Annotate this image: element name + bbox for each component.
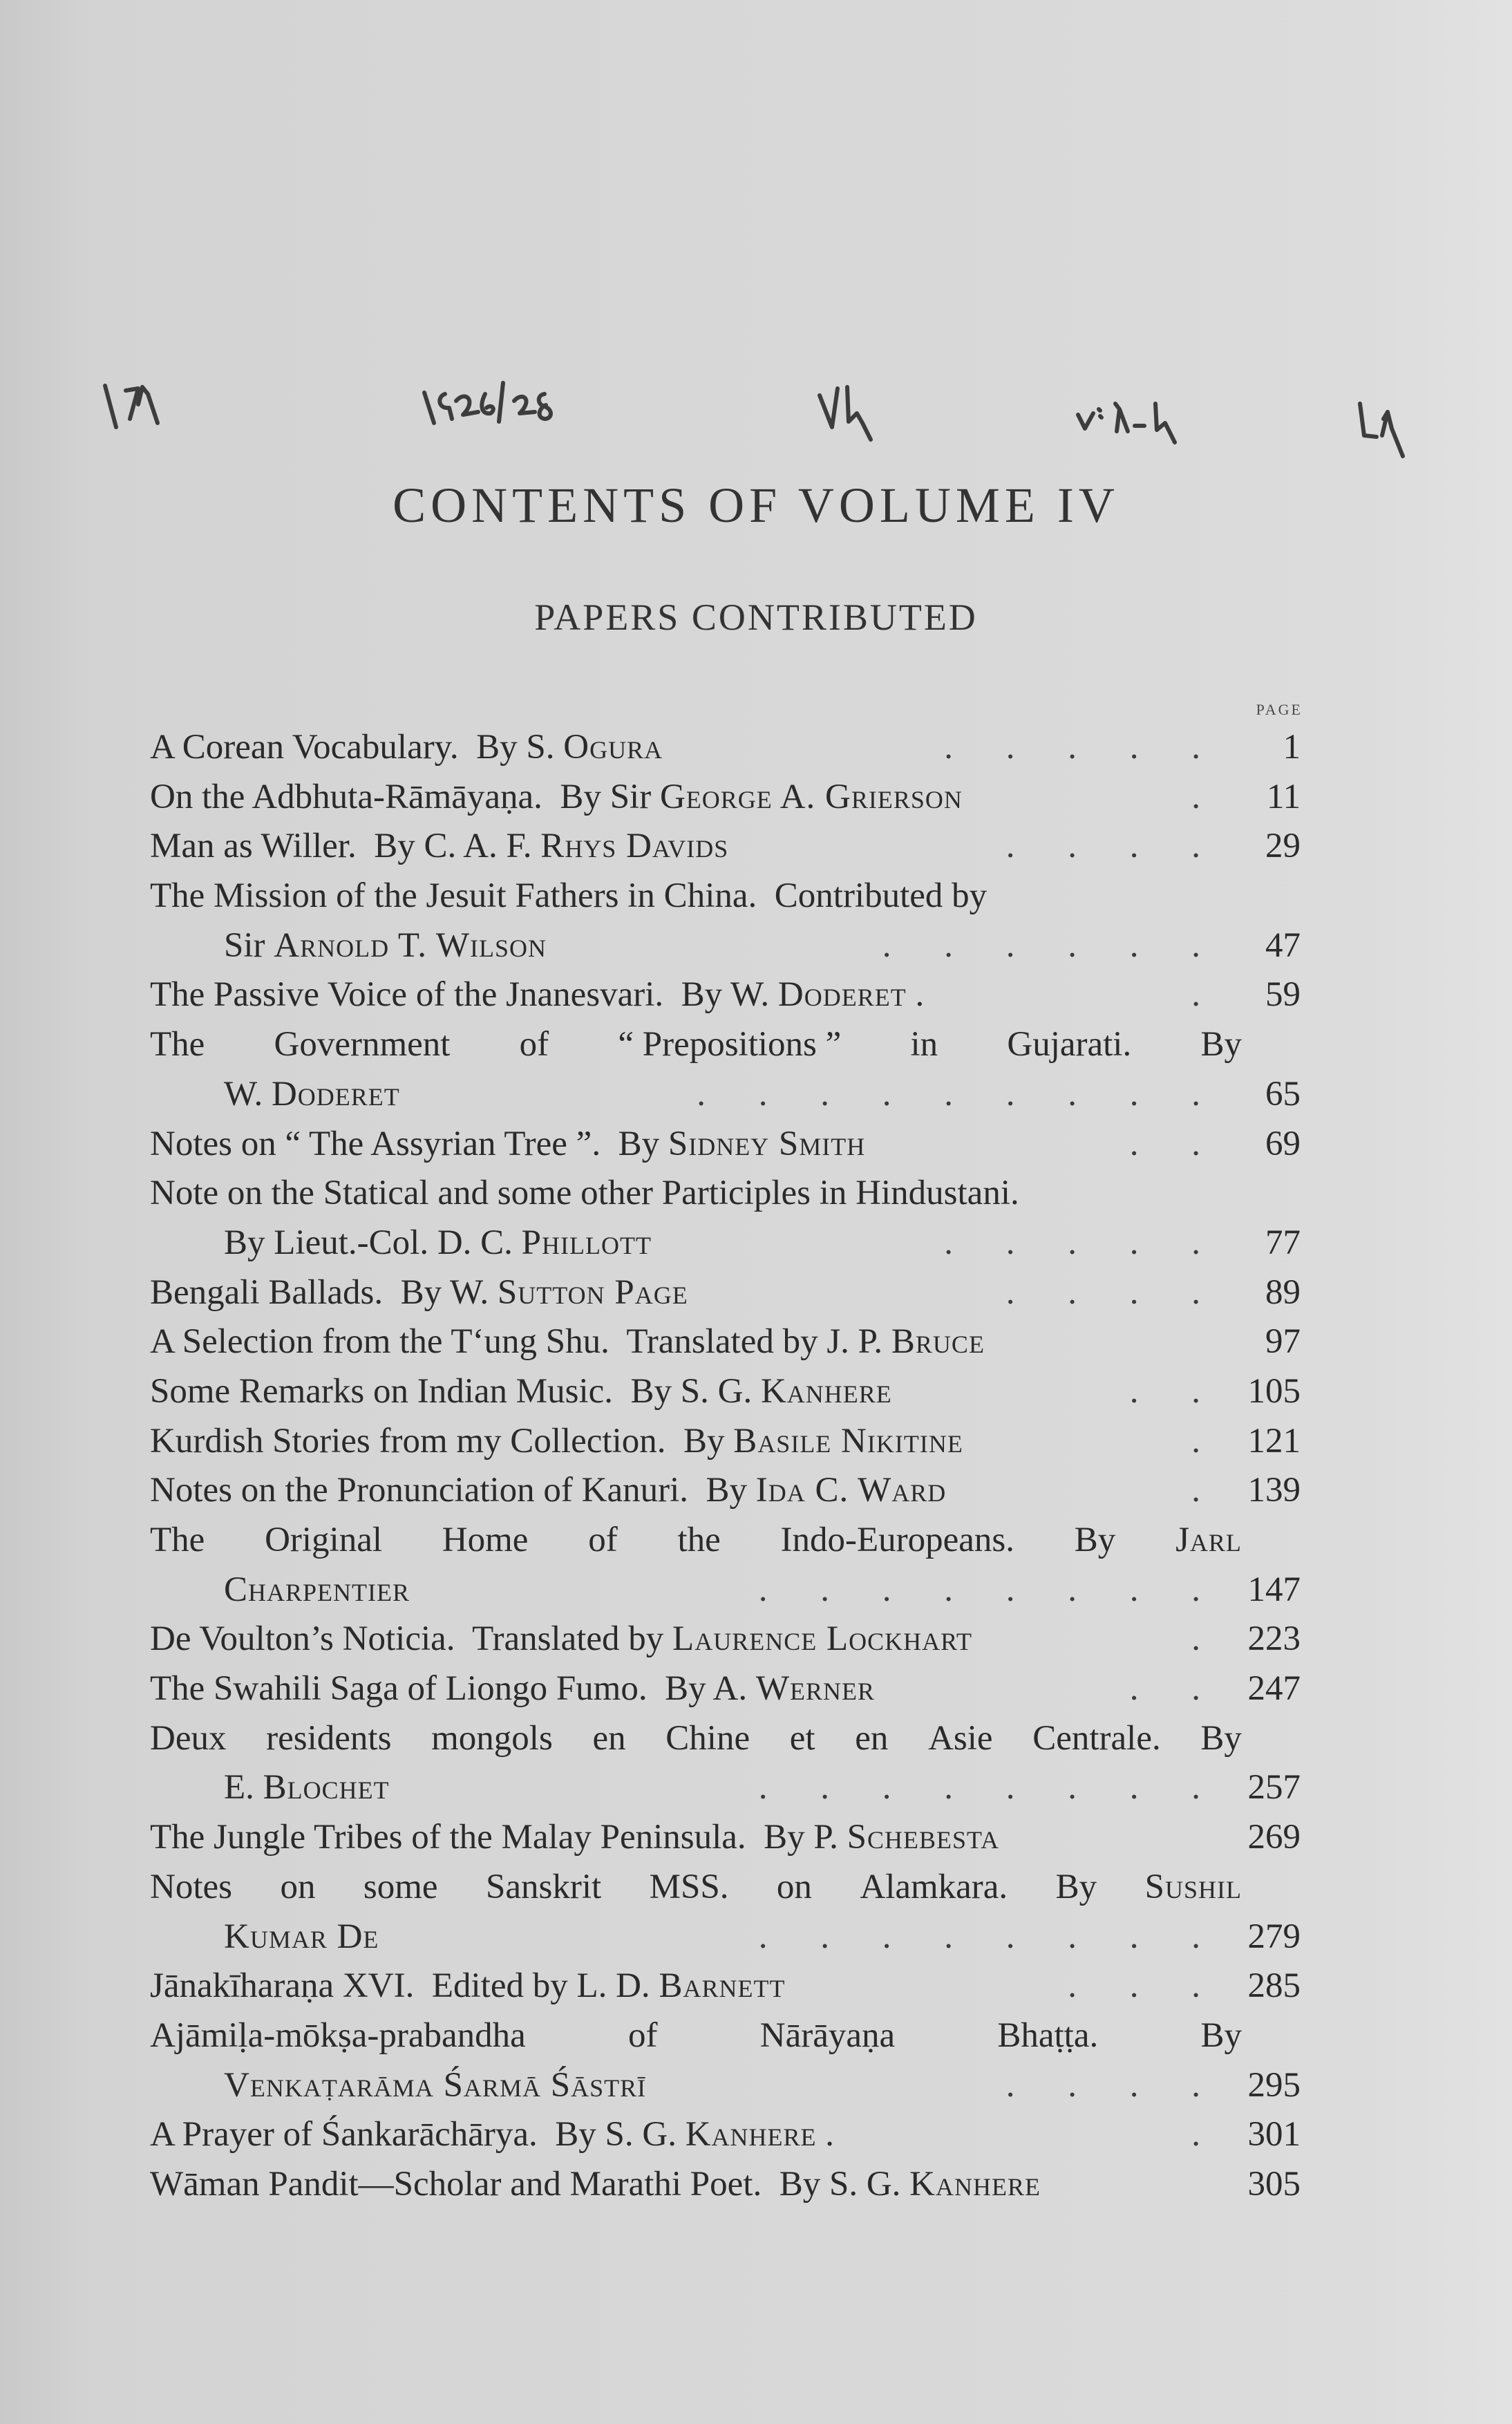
toc-entry-title-line bbox=[150, 1317, 1301, 1367]
entry-title bbox=[150, 1268, 688, 1318]
entry-author: Bruce bbox=[891, 1322, 985, 1362]
page-number: 11 bbox=[1266, 777, 1301, 816]
leader-dot: . bbox=[1129, 2065, 1139, 2105]
dot-leader bbox=[663, 723, 1238, 773]
entry-title-text: Man as Willer. By C. A. F. bbox=[150, 827, 541, 866]
entry-word: By bbox=[1055, 1867, 1097, 1906]
toc-entry bbox=[150, 1169, 1301, 1268]
leader-dot: . bbox=[1191, 2115, 1200, 2154]
entry-title bbox=[150, 1615, 972, 1664]
entry-title bbox=[150, 1317, 985, 1367]
dot-leader bbox=[728, 822, 1238, 872]
leader-dot: . bbox=[1191, 1371, 1200, 1411]
leader-dot: . bbox=[1191, 1966, 1200, 2006]
entry-word: Sushil bbox=[1144, 1867, 1242, 1906]
dot-leader bbox=[946, 1466, 1238, 1516]
entry-title-justified bbox=[150, 1516, 1301, 1566]
toc-entry-continuation-line bbox=[150, 1219, 1301, 1268]
dot-leader bbox=[972, 1615, 1238, 1664]
leader-dot: . bbox=[1191, 2065, 1200, 2105]
toc-entry bbox=[150, 1417, 1301, 1467]
entry-word: Ajāmiḷa-mōkṣa-prabandha bbox=[150, 2016, 526, 2055]
leader-dot: . bbox=[1191, 1768, 1200, 1807]
leader-dot: . bbox=[1129, 1124, 1139, 1163]
page-number: 285 bbox=[1247, 1966, 1301, 2006]
entry-trailing-dot: . bbox=[816, 2115, 835, 2154]
entry-title bbox=[224, 1566, 410, 1615]
entry-word: on bbox=[280, 1867, 316, 1906]
toc-entry-continuation-line bbox=[150, 921, 1301, 971]
dot-leader bbox=[652, 1219, 1238, 1268]
page-number: 47 bbox=[1265, 926, 1301, 965]
page-number: 77 bbox=[1265, 1223, 1301, 1262]
entry-word: Asie bbox=[928, 1718, 993, 1758]
toc-entry-title-line bbox=[150, 2160, 1301, 2210]
entry-author: George A. Grierson bbox=[659, 777, 963, 816]
entry-word: et bbox=[789, 1718, 815, 1758]
dot-leader bbox=[547, 921, 1238, 971]
toc-entry-title-line bbox=[150, 1466, 1301, 1516]
entry-title-text: The Mission of the Jesuit Fathers in China. Contributed by bbox=[150, 876, 987, 916]
entry-title-text: Note on the Statical and some other Participles in Hindustani. bbox=[150, 1174, 1019, 1213]
page-number: 29 bbox=[1265, 827, 1301, 866]
leader-dot: . bbox=[1005, 1223, 1015, 1262]
page-number: 89 bbox=[1265, 1272, 1301, 1312]
entry-title-text: By Lieut.-Col. D. C. bbox=[224, 1223, 522, 1262]
toc-entry-title-line bbox=[150, 1516, 1301, 1566]
entry-author: Phillott bbox=[521, 1223, 652, 1262]
leader-dot: . bbox=[1005, 1074, 1015, 1114]
leader-dot: . bbox=[1191, 1421, 1200, 1460]
entry-word: Home bbox=[442, 1521, 529, 1559]
leader-dot: . bbox=[1005, 2065, 1015, 2105]
entry-word: Government bbox=[274, 1025, 451, 1064]
leader-dot: . bbox=[1068, 827, 1077, 866]
leader-dot: . bbox=[758, 1570, 768, 1609]
leader-dot: . bbox=[1005, 1570, 1015, 1609]
entry-title bbox=[150, 773, 963, 823]
entry-word: Original bbox=[265, 1521, 383, 1559]
entry-word: Alamkara. bbox=[860, 1867, 1008, 1906]
leader-dot: . bbox=[1191, 1223, 1200, 1262]
entry-word: of bbox=[628, 2016, 658, 2055]
leader-dot: . bbox=[1068, 1768, 1077, 1807]
entry-author: Doderet bbox=[777, 975, 907, 1015]
dot-leader bbox=[892, 1367, 1238, 1417]
leader-dot: . bbox=[1129, 1966, 1139, 2006]
leader-dot: . bbox=[1191, 926, 1200, 965]
entry-word: on bbox=[776, 1867, 812, 1906]
entry-author: Arnold T. Wilson bbox=[274, 926, 547, 965]
entry-author: Blochet bbox=[263, 1768, 390, 1807]
dot-leader bbox=[963, 773, 1238, 823]
entry-author: Doderet bbox=[271, 1074, 400, 1114]
page-title: CONTENTS OF VOLUME IV bbox=[393, 478, 1119, 533]
entry-title-text: Notes on “ The Assyrian Tree ”. By bbox=[150, 1124, 668, 1163]
leader-dot: . bbox=[1005, 827, 1015, 866]
entry-title-text: E. bbox=[224, 1768, 263, 1807]
leader-dot: . bbox=[1068, 926, 1077, 965]
toc-entry-continuation-line bbox=[150, 2061, 1301, 2111]
entry-word: “ Prepositions ” bbox=[618, 1025, 842, 1064]
toc-entry-title-line bbox=[150, 1863, 1301, 1913]
leader-dot: . bbox=[1068, 2065, 1077, 2105]
dot-leader bbox=[924, 970, 1238, 1020]
toc-entry-continuation-line bbox=[150, 1763, 1301, 1813]
entry-title bbox=[150, 2160, 1041, 2210]
page-number: 105 bbox=[1247, 1371, 1301, 1411]
entry-title-text: The Swahili Saga of Liongo Fumo. By A. bbox=[150, 1669, 756, 1709]
leader-dot: . bbox=[1129, 1371, 1139, 1411]
toc-entry-title-line bbox=[150, 822, 1301, 872]
entry-author: Laurence Lockhart bbox=[672, 1619, 972, 1659]
toc-entry-title-line bbox=[150, 723, 1301, 773]
entry-word: The bbox=[150, 1025, 205, 1064]
handwritten-mark-3 bbox=[820, 387, 871, 440]
entry-word: of bbox=[519, 1025, 549, 1064]
toc-entry bbox=[150, 723, 1301, 773]
entry-title bbox=[150, 1367, 892, 1417]
toc-entry-title-line bbox=[150, 1714, 1301, 1764]
page-column-header: PAGE bbox=[1256, 701, 1303, 718]
entry-title-text: A Corean Vocabulary. By S. bbox=[150, 728, 564, 767]
page-number: 147 bbox=[1247, 1570, 1301, 1609]
entry-title-text: A Selection from the T‘ung Shu. Translated by J. P. bbox=[150, 1322, 891, 1362]
leader-dot: . bbox=[944, 1570, 953, 1609]
toc-entry-title-line bbox=[150, 1813, 1301, 1863]
entry-word: en bbox=[592, 1718, 626, 1758]
leader-dot: . bbox=[1005, 1917, 1015, 1956]
leader-dot: . bbox=[1191, 777, 1200, 816]
leader-dot: . bbox=[820, 1768, 829, 1807]
leader-dot: . bbox=[1191, 975, 1200, 1015]
leader-dot: . bbox=[820, 1074, 829, 1114]
page-number: 1 bbox=[1283, 728, 1301, 767]
leader-dot: . bbox=[882, 1768, 891, 1807]
entry-word: Jarl bbox=[1175, 1521, 1242, 1559]
entry-title bbox=[150, 1466, 946, 1516]
toc-entry-title-line bbox=[150, 1169, 1301, 1219]
entry-title bbox=[224, 1070, 400, 1120]
entry-title bbox=[150, 1417, 963, 1467]
entry-title-justified bbox=[150, 1020, 1301, 1070]
toc-entry bbox=[150, 1664, 1301, 1714]
toc-entry bbox=[150, 1813, 1301, 1863]
entry-title bbox=[224, 2061, 646, 2111]
leader-dot: . bbox=[1129, 1917, 1139, 1956]
entry-title bbox=[224, 1763, 390, 1813]
page-number: 97 bbox=[1265, 1322, 1301, 1362]
entry-title-text: Bengali Ballads. By W. bbox=[150, 1272, 498, 1312]
leader-dot: . bbox=[1068, 1074, 1077, 1114]
toc-entry-continuation-line bbox=[150, 1070, 1301, 1120]
entry-word: The bbox=[150, 1521, 205, 1559]
entry-title bbox=[150, 970, 924, 1020]
dot-leader bbox=[785, 1962, 1238, 2011]
leader-dot: . bbox=[1005, 1768, 1015, 1807]
entry-word: By bbox=[1200, 1718, 1242, 1758]
entry-author: Ogura bbox=[563, 728, 663, 767]
leader-dot: . bbox=[944, 1223, 953, 1262]
leader-dot: . bbox=[1191, 1917, 1200, 1956]
entry-word: By bbox=[1200, 2016, 1242, 2055]
toc-entry bbox=[150, 872, 1301, 970]
leader-dot: . bbox=[1191, 1619, 1200, 1659]
leader-dot: . bbox=[1191, 1471, 1200, 1510]
entry-word: Deux bbox=[150, 1718, 227, 1758]
entry-author: Rhys Davids bbox=[540, 827, 729, 866]
entry-author: Kanhere bbox=[909, 2164, 1041, 2204]
page-number: 257 bbox=[1247, 1768, 1301, 1807]
entry-title bbox=[150, 1664, 875, 1714]
dot-leader bbox=[410, 1566, 1238, 1615]
entry-title bbox=[150, 1813, 999, 1863]
entry-title-text: On the Adbhuta-Rāmāyaṇa. By Sir bbox=[150, 777, 660, 816]
dot-leader bbox=[400, 1070, 1238, 1120]
entry-author: Kumar De bbox=[224, 1917, 379, 1956]
toc-entry bbox=[150, 1863, 1301, 1962]
toc-entry bbox=[150, 970, 1301, 1020]
toc-entry-title-line bbox=[150, 1268, 1301, 1318]
entry-author: Sutton Page bbox=[497, 1272, 688, 1312]
leader-dot: . bbox=[1068, 1223, 1077, 1262]
entry-author: Werner bbox=[755, 1669, 876, 1709]
toc-entry bbox=[150, 1615, 1301, 1664]
page-number: 59 bbox=[1265, 975, 1301, 1015]
entry-word: some bbox=[363, 1867, 438, 1906]
entry-title bbox=[150, 2110, 834, 2160]
entry-title-text: Some Remarks on Indian Music. By S. G. bbox=[150, 1371, 761, 1411]
entry-title bbox=[150, 1962, 785, 2011]
toc-entry bbox=[150, 2160, 1301, 2210]
leader-dot: . bbox=[758, 1768, 768, 1807]
leader-dot: . bbox=[1129, 926, 1139, 965]
entry-word: Chine bbox=[665, 1718, 750, 1758]
leader-dot: . bbox=[1129, 1272, 1139, 1312]
page-number: 65 bbox=[1265, 1074, 1301, 1114]
leader-dot: . bbox=[1068, 1966, 1077, 2006]
entry-word: en bbox=[855, 1718, 889, 1758]
toc-entry bbox=[150, 1466, 1301, 1516]
entry-title bbox=[224, 921, 547, 971]
entry-word: Centrale. bbox=[1032, 1718, 1161, 1758]
entry-title bbox=[150, 723, 663, 773]
toc-entry-title-line bbox=[150, 1664, 1301, 1714]
leader-dot: . bbox=[1129, 1074, 1139, 1114]
entry-title-text: Sir bbox=[224, 926, 274, 965]
entry-word: Notes bbox=[150, 1867, 232, 1906]
leader-dot: . bbox=[882, 926, 891, 965]
dot-leader bbox=[963, 1417, 1238, 1467]
entry-author: Charpentier bbox=[224, 1570, 410, 1609]
toc-entry-title-line bbox=[150, 773, 1301, 823]
leader-dot: . bbox=[1129, 728, 1139, 767]
entry-title-text: De Voulton’s Noticia. Translated by bbox=[150, 1619, 673, 1659]
entry-author: Venkaṭarāma Śarmā Śāstrī bbox=[224, 2065, 647, 2105]
toc-entry bbox=[150, 1714, 1301, 1813]
toc-entry-title-line bbox=[150, 970, 1301, 1020]
toc-entry bbox=[150, 1317, 1301, 1367]
leader-dot: . bbox=[944, 1768, 953, 1807]
leader-dot: . bbox=[1191, 1124, 1200, 1163]
toc-entry bbox=[150, 1268, 1301, 1318]
leader-dot: . bbox=[1129, 1223, 1139, 1262]
leader-dot: . bbox=[1068, 728, 1077, 767]
leader-dot: . bbox=[1005, 728, 1015, 767]
entry-word: in bbox=[910, 1025, 938, 1064]
entry-title bbox=[150, 1120, 865, 1169]
leader-dot: . bbox=[1191, 728, 1200, 767]
leader-dot: . bbox=[944, 1917, 953, 1956]
entry-title bbox=[224, 1219, 652, 1268]
entry-title-text: A Prayer of Śankarāchārya. By S. G. bbox=[150, 2115, 686, 2154]
entry-trailing-dot: . bbox=[906, 975, 925, 1015]
entry-title-text: Wāman Pandit—Scholar and Marathi Poet. By S. G. bbox=[150, 2164, 910, 2204]
entry-title-text: Kurdish Stories from my Collection. By bbox=[150, 1421, 734, 1460]
toc-entry-continuation-line bbox=[150, 1913, 1301, 1962]
leader-dot: . bbox=[882, 1570, 891, 1609]
entry-word: MSS. bbox=[649, 1867, 729, 1906]
entry-author: Kanhere bbox=[685, 2115, 817, 2154]
toc-entry-title-line bbox=[150, 1020, 1301, 1070]
leader-dot: . bbox=[1191, 1074, 1200, 1114]
leader-dot: . bbox=[1129, 827, 1139, 866]
leader-dot: . bbox=[1068, 1570, 1077, 1609]
entry-title-text: W. bbox=[224, 1074, 272, 1114]
leader-dot: . bbox=[1129, 1768, 1139, 1807]
toc-entry bbox=[150, 2110, 1301, 2160]
leader-dot: . bbox=[1191, 1669, 1200, 1709]
handwritten-annotations bbox=[0, 373, 1512, 477]
entry-title-justified bbox=[150, 1714, 1301, 1764]
entry-author: Kanhere bbox=[760, 1371, 892, 1411]
leader-dot: . bbox=[820, 1917, 829, 1956]
entry-author: Barnett bbox=[659, 1966, 786, 2006]
toc-entry-title-line bbox=[150, 2011, 1301, 2061]
entry-word: Nārāyaṇa bbox=[759, 2016, 896, 2055]
entry-word: Indo-Europeans. bbox=[780, 1521, 1015, 1559]
page-number: 223 bbox=[1247, 1619, 1301, 1659]
entry-word: mongols bbox=[431, 1718, 553, 1758]
toc-entry-title-line bbox=[150, 1120, 1301, 1169]
entry-author: Sidney Smith bbox=[668, 1124, 866, 1163]
toc-entry-title-line bbox=[150, 1615, 1301, 1664]
handwritten-mark-1 bbox=[105, 386, 158, 427]
page-number: 69 bbox=[1265, 1124, 1301, 1163]
dot-leader bbox=[390, 1763, 1238, 1813]
dot-leader bbox=[646, 2061, 1238, 2111]
leader-dot: . bbox=[1191, 1272, 1200, 1312]
entry-title bbox=[150, 822, 728, 872]
handwritten-mark-2 bbox=[424, 383, 551, 423]
leader-dot: . bbox=[1191, 1570, 1200, 1609]
toc-entry bbox=[150, 1120, 1301, 1169]
handwritten-mark-4 bbox=[1078, 404, 1175, 442]
entry-word: By bbox=[1074, 1521, 1116, 1559]
page-number: 139 bbox=[1247, 1471, 1301, 1510]
entry-word: residents bbox=[266, 1718, 392, 1758]
toc-entry bbox=[150, 1962, 1301, 2011]
leader-dot: . bbox=[1191, 827, 1200, 866]
entry-word: of bbox=[588, 1521, 618, 1559]
page-number: 305 bbox=[1247, 2164, 1301, 2204]
leader-dot: . bbox=[1068, 1917, 1077, 1956]
toc-entry-title-line bbox=[150, 1367, 1301, 1417]
toc-entry-title-line bbox=[150, 2110, 1301, 2160]
toc-entry-title-line bbox=[150, 1962, 1301, 2011]
toc-entry bbox=[150, 822, 1301, 872]
handwritten-ink-marks bbox=[0, 373, 1512, 477]
entry-title bbox=[150, 872, 987, 921]
toc-entry bbox=[150, 773, 1301, 823]
leader-dot: . bbox=[758, 1074, 768, 1114]
leader-dot: . bbox=[882, 1074, 891, 1114]
leader-dot: . bbox=[1005, 926, 1015, 965]
leader-dot: . bbox=[1129, 1669, 1139, 1709]
entry-title-justified bbox=[150, 1863, 1301, 1913]
toc-entry-continuation-line bbox=[150, 1566, 1301, 1615]
leader-dot: . bbox=[944, 728, 953, 767]
entry-author: Basile Nikitine bbox=[733, 1421, 963, 1460]
dot-leader bbox=[379, 1913, 1238, 1962]
leader-dot: . bbox=[820, 1570, 829, 1609]
dot-leader bbox=[688, 1268, 1238, 1318]
toc-entry bbox=[150, 1020, 1301, 1119]
entry-title-text: Notes on the Pronunciation of Kanuri. By bbox=[150, 1471, 756, 1510]
leader-dot: . bbox=[697, 1074, 706, 1114]
leader-dot: . bbox=[944, 926, 953, 965]
entry-title-justified bbox=[150, 2011, 1301, 2061]
dot-leader bbox=[875, 1664, 1238, 1714]
handwritten-mark-5 bbox=[1360, 404, 1403, 456]
toc-entry-title-line bbox=[150, 1417, 1301, 1467]
entry-word: By bbox=[1200, 1025, 1242, 1064]
entry-title bbox=[224, 1913, 379, 1962]
page-number: 121 bbox=[1247, 1421, 1301, 1460]
entry-author: Schebesta bbox=[847, 1818, 1000, 1857]
page-number: 295 bbox=[1247, 2065, 1301, 2105]
dot-leader bbox=[834, 2110, 1238, 2160]
table-of-contents bbox=[150, 723, 1301, 2210]
entry-author: Ida C. Ward bbox=[755, 1471, 947, 1510]
toc-entry bbox=[150, 2011, 1301, 2110]
leader-dot: . bbox=[882, 1917, 891, 1956]
page-number: 247 bbox=[1247, 1669, 1301, 1709]
leader-dot: . bbox=[758, 1917, 768, 1956]
entry-title-text: The Jungle Tribes of the Malay Peninsula. By P. bbox=[150, 1818, 847, 1857]
entry-word: Sanskrit bbox=[486, 1867, 602, 1906]
entry-title bbox=[150, 1169, 1019, 1219]
leader-dot: . bbox=[1005, 1272, 1015, 1312]
entry-title-text: The Passive Voice of the Jnanesvari. By W. bbox=[150, 975, 778, 1015]
entry-title-text: Jānakīharaṇa XVI. Edited by L. D. bbox=[150, 1966, 659, 2006]
section-heading: PAPERS CONTRIBUTED bbox=[534, 596, 978, 638]
page-number: 301 bbox=[1247, 2115, 1301, 2154]
toc-entry-title-line bbox=[150, 872, 1301, 921]
leader-dot: . bbox=[944, 1074, 953, 1114]
entry-word: Bhaṭṭa. bbox=[997, 2016, 1099, 2055]
entry-word: Gujarati. bbox=[1007, 1025, 1132, 1064]
toc-entry bbox=[150, 1516, 1301, 1615]
dot-leader bbox=[865, 1120, 1238, 1169]
page-number: 279 bbox=[1247, 1917, 1301, 1956]
leader-dot: . bbox=[1129, 1570, 1139, 1609]
entry-word: the bbox=[677, 1521, 721, 1559]
leader-dot: . bbox=[1068, 1272, 1077, 1312]
page-number: 269 bbox=[1247, 1818, 1301, 1857]
toc-entry bbox=[150, 1367, 1301, 1417]
